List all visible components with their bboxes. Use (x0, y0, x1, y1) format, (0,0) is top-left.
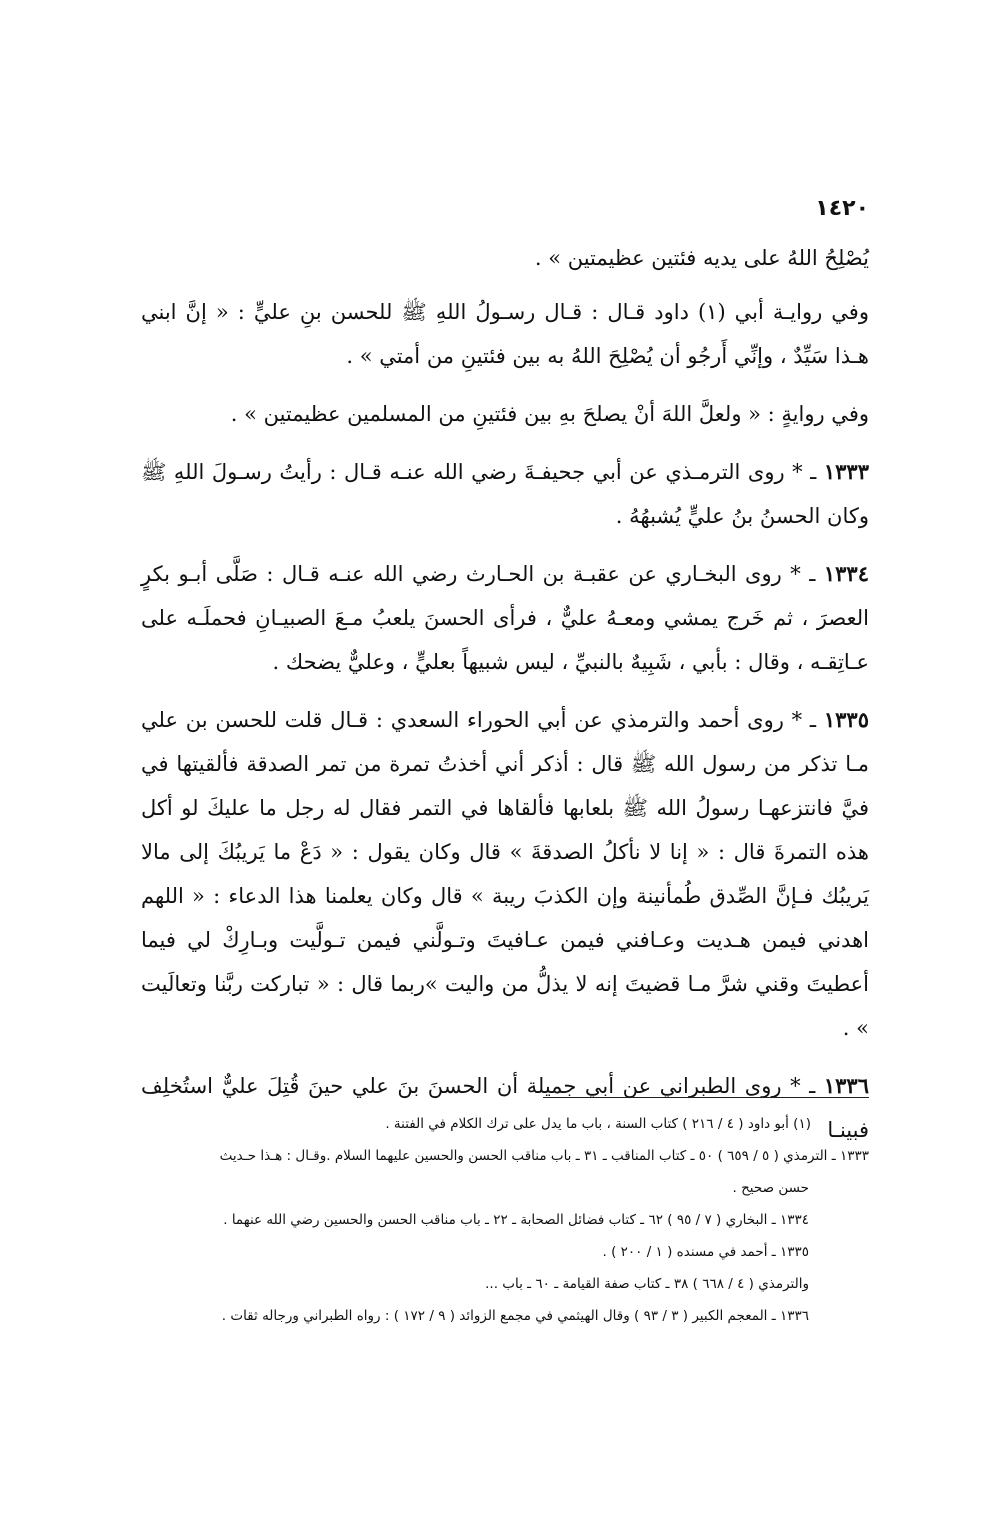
hadith-number: ١٣٣٣ (823, 459, 869, 484)
hadith-text: ـ * روى أحمد والترمذي عن أبي الحوراء السعدي : قـال قلت للحسن بن علي مـا تذكر من رسول الله ﷺ قال : أذكر أني أخذتُ تمرة من تمر الصدقة فألقيتها في فيَّ فانتزعهـا رسولُ الله ﷺ بلعابها فألقاها في التمر فقال له رجل ما عليكَ لو أكل هذه التمرةَ قال : « إنا لا نأكلُ الصدقةَ » قال وكان يقول : « دَعْ ما يَريبُكَ إلى مالا يَريبُك فـإنَّ الصِّدق طُمأنينة وإن الكذبَ ريبة » قال وكان يعلمنا هذا الدعاء : « اللهم اهدني فيمن هـديت وعـافني فيمن عـافيتَ وتـولَّني فيمن تـولَّيت وبـارِكْ لي فيما أعطيتَ وقني شرَّ مـا قضيتَ إنه لا يذلُّ من واليت »ربما قال : « تباركت ربَّنا وتعالَيت » . (141, 708, 869, 1040)
hadith-1334 (141, 552, 869, 684)
footnote-item: ١٣٣٤ ـ البخاري ( ٧ / ٩٥ ) ٦٢ ـ كتاب فضائل الصحابة ـ ٢٢ ـ باب مناقب الحسن والحسين رضي الله عنهما . (223, 1212, 809, 1228)
footnote-separator (543, 1097, 869, 1098)
footnote-item: حسن صحيح . (732, 1180, 809, 1196)
hadith-number: ١٣٣٥ (823, 707, 869, 732)
paragraph-abu-dawud-narration: وفي روايـة أبي (١) داود قـال : قـال رسـولُ اللهِ ﷺ للحسن بنِ عليٍّ : « إنَّ ابني هـذا سَيِّدٌ ، وإنِّي أَرجُو أن يُصْلِحَ اللهُ به بين فئتينِ من أمتي » . (141, 300, 869, 368)
page-number: ١٤٢٠ (815, 196, 869, 221)
paragraph-alternate-narration: وفي روايةٍ : « ولعلَّ اللهَ أنْ يصلحَ بهِ بين فئتينِ من المسلمين عظيمتين » . (230, 402, 869, 426)
hadith-number: ١٣٣٦ (823, 1073, 869, 1098)
footnote-item: ١٣٣٣ ـ الترمذي ( ٥ / ٦٥٩ ) ٥٠ ـ كتاب المناقب ـ ٣١ ـ باب مناقب الحسن والحسين عليهما السلام .وقـال : هـذا حـديث (219, 1148, 869, 1164)
footnote-item: والترمذي ( ٤ / ٦٦٨ ) ٣٨ ـ كتاب صفة القيامة ـ ٦٠ ـ باب ... (485, 1276, 809, 1292)
footnote-item: ١٣٣٦ ـ المعجم الكبير ( ٣ / ٩٣ ) وقال الهيثمي في مجمع الزوائد ( ٩ / ١٧٢ ) : رواه الطبراني ورجاله ثقات . (221, 1308, 809, 1324)
footnote-item: (١) أبو داود ( ٤ / ٢١٦ ) كتاب السنة ، باب ما يدل على ترك الكلام في الفتنة . (385, 1116, 811, 1132)
hadith-number: ١٣٣٤ (823, 561, 869, 586)
hadith-1333 (141, 450, 869, 538)
main-text (141, 236, 869, 1166)
hadith-1335 (141, 698, 869, 1050)
footnotes (141, 1108, 869, 1332)
hadith-text: ـ * روى البخـاري عن عقبـة بن الحـارث رضي الله عنـه قـال : صَلَّى أبـو بكرٍ العصرَ ، ثم خَرج يمشي ومعـهُ عليٌّ ، فرأى الحسنَ يلعبُ مـعَ الصبيـانِ فحملَـه على عـاتِقـه ، وقال : بأبي ، شَبِيهٌ بالنبيِّ ، ليس شبيهاً بعليٍّ ، وعليٌّ يضحك . (141, 562, 869, 674)
hadith-text: ـ * روى الترمـذي عن أبي جحيفـةَ رضي الله عنـه قـال : رأيتُ رسـولَ اللهِ ﷺ وكان الحسنُ بنُ عليٍّ يُشبهُهُ . (141, 460, 869, 528)
paragraph-continuation: يُصْلِحُ اللهُ على يديه فئتين عظيمتين » . (534, 246, 869, 270)
hadith-text: ـ * روى الطبراني عن أبي جميلة أن الحسنَ بنَ علي حينَ قُتِلَ عليٌّ استُخلِف فبينـا (141, 1074, 869, 1142)
footnote-item: ١٣٣٥ ـ أحمد في مسنده ( ١ / ٢٠٠ ) . (602, 1244, 809, 1260)
